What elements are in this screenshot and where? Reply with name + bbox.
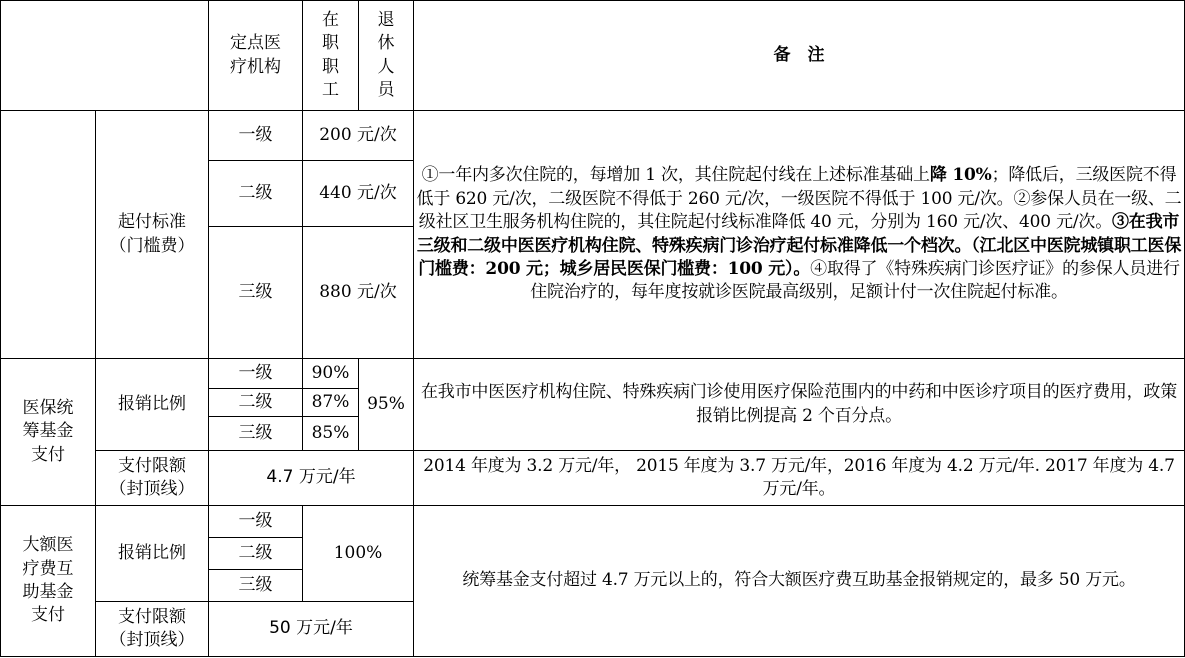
header-institution-line1: 定点医 <box>230 33 281 54</box>
deductible-value: 440 元/次 <box>303 161 414 227</box>
major-fund-label-line: 大额医 <box>22 535 74 556</box>
major-ratio-label: 报销比例 <box>96 506 209 602</box>
major-fund-label-line: 助基金 <box>22 582 74 602</box>
pooled-cap-label-line1: 支付限额 <box>118 455 186 476</box>
deductible-row-1 <box>1 111 1185 161</box>
major-fund-label <box>1 506 96 657</box>
pooled-cap-label <box>96 451 209 506</box>
pooled-retired-ratio: 95% <box>359 359 414 451</box>
major-fund-label-line: 疗费互 <box>22 558 74 579</box>
header-retired-char: 休 <box>377 33 395 54</box>
level-cell: 一级 <box>209 506 303 538</box>
header-blank-cell <box>1 1 209 111</box>
level-cell: 一级 <box>209 111 303 161</box>
pooled-active-ratio: 85% <box>303 417 359 451</box>
header-active-char: 职 <box>322 56 339 77</box>
major-ratio-value: 100% <box>303 506 414 602</box>
header-row <box>1 1 1185 111</box>
level-cell: 二级 <box>209 538 303 570</box>
deductible-note-bold1: 降 10% <box>929 165 992 186</box>
deductible-value: 200 元/次 <box>303 111 414 161</box>
deductible-note-part1: ①一年内多次住院的，每增加 1 次，其住院起付线在上述标准基础上 <box>421 165 930 186</box>
header-note: 备 注 <box>414 1 1185 111</box>
pooled-cap-value: 4.7 万元/年 <box>209 451 414 506</box>
major-cap-label-line1: 支付限额 <box>118 606 186 627</box>
major-cap-label <box>96 602 209 657</box>
header-active-char: 职 <box>322 33 339 54</box>
pooled-cap-note: 2014 年度为 3.2 万元/年， 2015 年度为 3.7 万元/年，2016 年度为 4.2 万元/年. 2017 年度为 4.7 万元/年。 <box>414 451 1185 506</box>
header-retired-char: 退 <box>377 9 395 30</box>
deductible-label-line1: 起付标准 <box>118 212 186 233</box>
pooled-ratio-row-1 <box>1 359 1185 389</box>
pooled-cap-label-line2: （封顶线） <box>109 479 195 499</box>
pooled-cap-row <box>1 451 1185 506</box>
pooled-fund-label <box>1 359 96 506</box>
header-retired <box>359 1 414 111</box>
deductible-group-blank <box>1 111 96 359</box>
pooled-fund-label-line: 筹基金 <box>22 421 74 442</box>
deductible-note-part4: ④取得了《特殊疾病门诊医疗证》的参保人员进行住院治疗的，每年度按就诊医院最高级别，足额计付一次住院起付标准。 <box>530 258 1180 303</box>
major-cap-label-line2: （封顶线） <box>109 630 195 650</box>
pooled-fund-label-line: 医保统 <box>22 397 74 418</box>
level-cell: 三级 <box>209 570 303 602</box>
pooled-ratio-note: 在我市中医医疗机构住院、特殊疾病门诊使用医疗保险范围内的中药和中医诊疗项目的医疗费用，政策报销比例提高 2 个百分点。 <box>414 359 1185 451</box>
deductible-label-line2: （门槛费） <box>109 235 195 256</box>
header-active-char: 工 <box>322 79 339 100</box>
major-fund-note: 统筹基金支付超过 4.7 万元以上的，符合大额医疗费互助基金报销规定的，最多 50 万元。 <box>414 506 1185 657</box>
level-cell: 三级 <box>209 417 303 451</box>
level-cell: 一级 <box>209 359 303 389</box>
header-institution <box>209 1 303 111</box>
pooled-active-ratio: 87% <box>303 389 359 417</box>
major-fund-label-line: 支付 <box>31 605 65 626</box>
header-active-char: 在 <box>322 9 339 30</box>
deductible-note-part2: ；降低后，三级医院不得低于 620 元/次，二级医院不得低于 260 元/次，一级医院不得低于 100 元/次。②参保人员在一级、二级社区卫生服务机构住院的，其住院起付线标准降低 40 元，分别为 160 元/次、400 元/次。 <box>416 165 1182 233</box>
header-retired-char: 员 <box>377 79 395 100</box>
major-ratio-row-1 <box>1 506 1185 538</box>
pooled-fund-label-line: 支付 <box>31 444 65 465</box>
deductible-value: 880 元/次 <box>303 227 414 359</box>
header-active-workers <box>303 1 359 111</box>
pooled-active-ratio: 90% <box>303 359 359 389</box>
header-retired-char: 人 <box>377 56 395 77</box>
deductible-label <box>96 111 209 359</box>
deductible-note-bold2: ③在我市三级和二级中医医疗机构住院、特殊疾病门诊治疗起付标准降低一个档次。（江北区中医院城镇职工医保门槛费：200 元；城乡居民医保门槛费：100 元）。 <box>416 212 1182 279</box>
level-cell: 三级 <box>209 227 303 359</box>
level-cell: 二级 <box>209 161 303 227</box>
deductible-note <box>414 111 1185 359</box>
pooled-ratio-label: 报销比例 <box>96 359 209 451</box>
major-cap-value: 50 万元/年 <box>209 602 414 657</box>
level-cell: 二级 <box>209 389 303 417</box>
header-institution-line2: 疗机构 <box>230 56 281 77</box>
